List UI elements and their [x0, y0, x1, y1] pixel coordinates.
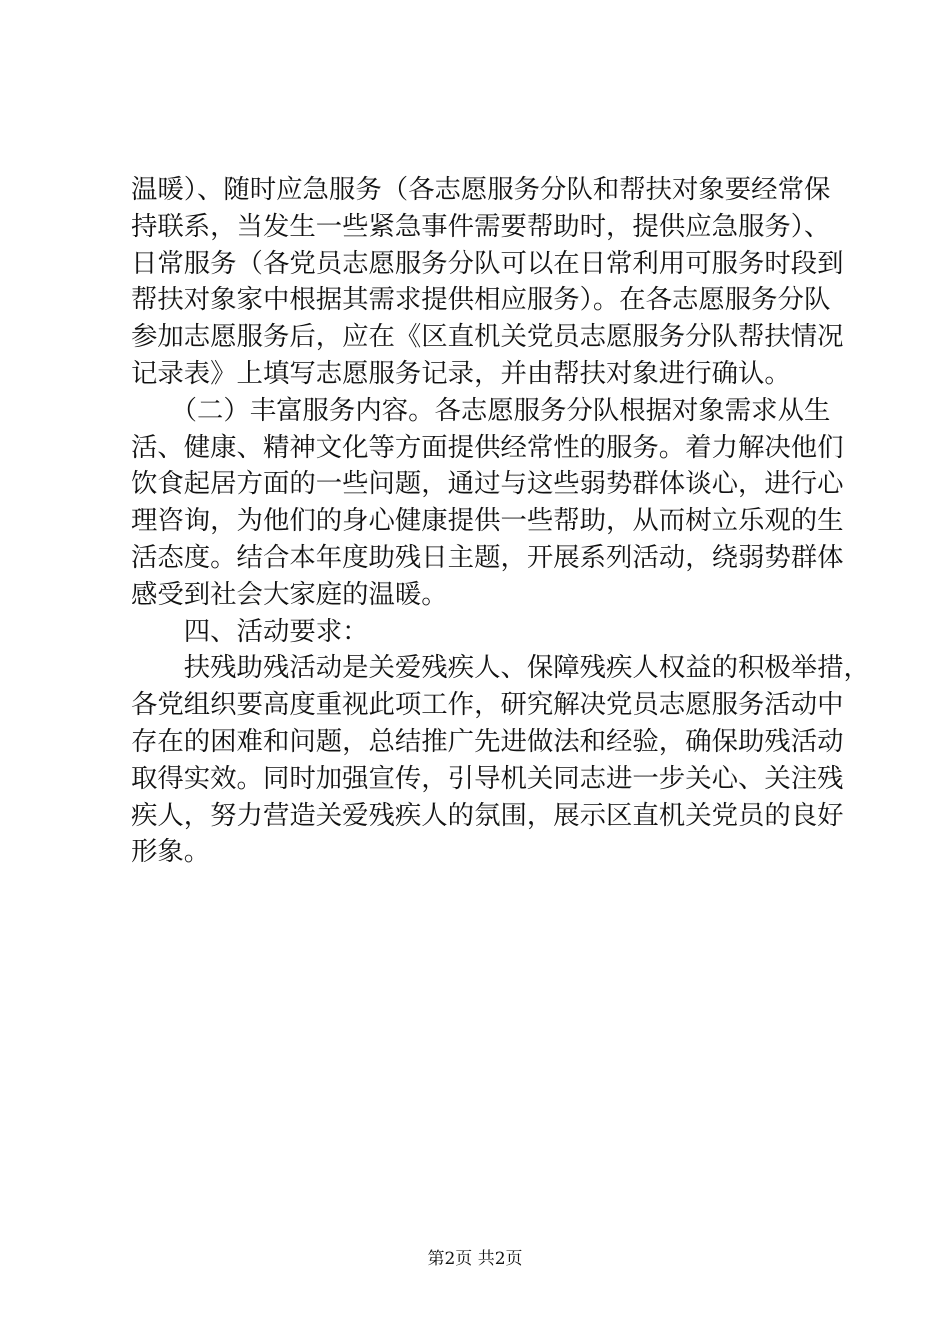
text-line: 取得实效。同时加强宣传，引导机关同志进一步关心、关注残	[131, 762, 844, 794]
text-line: （二）丰富服务内容。各志愿服务分队根据对象需求从生	[131, 394, 831, 426]
text-line: 形象。	[131, 836, 211, 868]
text-line: 日常服务（各党员志愿服务分队可以在日常利用可服务时段到	[131, 247, 844, 279]
page-number-footer: 第2页 共2页	[427, 1249, 523, 1269]
text-line: 帮扶对象家中根据其需求提供相应服务）。在各志愿服务分队	[131, 284, 831, 316]
text-line: 存在的困难和问题，总结推广先进做法和经验，确保助残活动	[131, 725, 844, 757]
text-line: 扶残助残活动是关爱残疾人、保障残疾人权益的积极举措，	[131, 652, 870, 684]
text-line: 饮食起居方面的一些问题，通过与这些弱势群体谈心，进行心	[131, 468, 844, 500]
document-body	[131, 172, 870, 871]
text-line: 疾人，努力营造关爱残疾人的氛围，展示区直机关党员的良好	[131, 799, 844, 831]
text-line: 理咨询，为他们的身心健康提供一些帮助，从而树立乐观的生	[131, 505, 844, 537]
text-line: 温暖）、随时应急服务（各志愿服务分队和帮扶对象要经常保	[131, 174, 831, 205]
text-line: 持联系，当发生一些紧急事件需要帮助时，提供应急服务）、	[131, 210, 831, 242]
section-heading: 四、活动要求：	[131, 615, 369, 647]
text-line: 活态度。结合本年度助残日主题，开展系列活动，绕弱势群体	[131, 541, 844, 573]
text-line: 各党组织要高度重视此项工作，研究解决党员志愿服务活动中	[131, 689, 844, 721]
text-line: 记录表》上填写志愿服务记录，并由帮扶对象进行确认。	[131, 357, 791, 389]
text-line: 参加志愿服务后，应在《区直机关党员志愿服务分队帮扶情况	[131, 321, 844, 353]
text-line: 活、健康、精神文化等方面提供经常性的服务。着力解决他们	[131, 431, 844, 463]
text-line: 感受到社会大家庭的温暖。	[131, 578, 448, 610]
